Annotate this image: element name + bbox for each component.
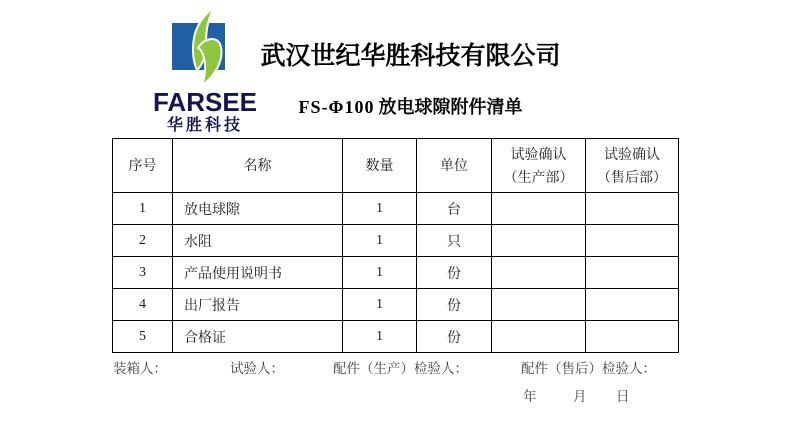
date-day-label: 日 [616,389,630,404]
col-header-name: 名称 [173,139,343,193]
cell-unit: 份 [417,289,492,321]
cell-after-confirm [586,321,679,353]
cell-unit: 台 [417,193,492,225]
cell-after-confirm [586,225,679,257]
cell-no: 5 [113,321,173,353]
table-header-row [113,139,679,193]
cell-qty: 1 [343,225,417,257]
col-header-after-confirm-line2: （售后部） [597,168,667,185]
cell-name: 产品使用说明书 [173,257,343,289]
table-row [113,289,679,321]
table-row [113,193,679,225]
col-header-prod-confirm-line1: 试验确认 [510,146,567,163]
cell-prod-confirm [492,257,586,289]
cell-no: 1 [113,193,173,225]
cell-name: 合格证 [173,321,343,353]
cell-unit: 只 [417,225,492,257]
table-row [113,321,679,353]
table-row [113,257,679,289]
col-header-unit: 单位 [417,139,492,193]
cell-qty: 1 [343,321,417,353]
cell-qty: 1 [343,289,417,321]
cell-prod-confirm [492,193,586,225]
cell-unit: 份 [417,257,492,289]
logo-brand-text: FARSEE [152,87,258,117]
company-title: 武汉世纪华胜科技有限公司 [260,42,561,70]
col-header-after-confirm [586,139,679,193]
production-inspector-label: 配件（生产）检验人： [333,361,468,376]
cell-qty: 1 [343,257,417,289]
col-header-no: 序号 [113,139,173,193]
cell-name: 出厂报告 [173,289,343,321]
accessories-table [112,138,679,353]
cell-prod-confirm [492,225,586,257]
cell-name: 放电球隙 [173,193,343,225]
cell-no: 2 [113,225,173,257]
cell-after-confirm [586,193,679,225]
packer-label: 装箱人： [113,361,167,376]
aftersales-inspector-label: 配件（售后）检验人： [521,361,656,376]
cell-name: 水阻 [173,225,343,257]
col-header-prod-confirm [492,139,586,193]
col-header-qty: 数量 [343,139,417,193]
col-header-prod-confirm-line2: （生产部） [503,168,574,185]
cell-after-confirm [586,289,679,321]
table-row [113,225,679,257]
doc-title-name: 放电球隙附件清单 [378,97,523,117]
cell-after-confirm [586,257,679,289]
date-year-label: 年 [523,389,537,404]
doc-title-model: FS-Φ100 [298,97,375,117]
col-header-after-confirm-line1: 试验确认 [604,146,660,163]
date-month-label: 月 [573,389,587,404]
logo-brand-cn-text: 华胜科技 [166,117,243,134]
tester-label: 试验人： [230,361,284,376]
cell-unit: 份 [417,321,492,353]
cell-qty: 1 [343,193,417,225]
doc-title [238,93,583,119]
cell-no: 3 [113,257,173,289]
cell-prod-confirm [492,321,586,353]
cell-prod-confirm [492,289,586,321]
cell-no: 4 [113,289,173,321]
